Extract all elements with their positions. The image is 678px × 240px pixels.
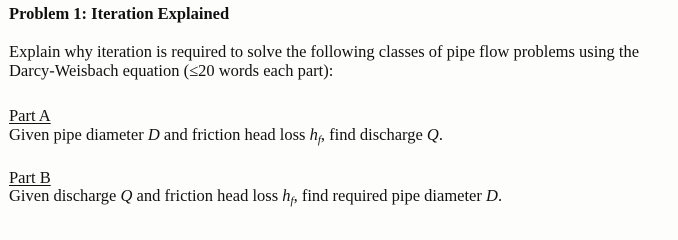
part-a-text-3: , find discharge	[320, 125, 427, 144]
part-a-var-h-subscript: f	[317, 134, 321, 146]
part-b-text	[9, 186, 502, 205]
part-a-text-2: and friction head loss	[159, 125, 310, 144]
part-b-text-4: .	[497, 186, 503, 205]
part-a-heading: Part A	[9, 106, 51, 125]
part-b-var-d: D	[486, 186, 498, 205]
part-b-heading: Part B	[9, 168, 51, 187]
part-b-text-3: , find required pipe diameter	[293, 186, 487, 205]
part-b-var-h: h	[282, 186, 291, 205]
instructions-line-1: Explain why iteration is required to solve the following classes of pipe flow problems using the	[9, 42, 640, 61]
part-a-text	[9, 125, 443, 144]
part-b-text-1: Given discharge	[9, 186, 121, 205]
part-a-text-1: Given pipe diameter	[9, 125, 148, 144]
instructions-line-2: Darcy-Weisbach equation (≤20 words each part):	[9, 61, 334, 80]
problem-title: Problem 1: Iteration Explained	[9, 4, 230, 23]
problem-instructions	[9, 42, 669, 80]
part-b-var-h-subscript: f	[290, 195, 294, 207]
part-a-text-4: .	[438, 125, 443, 144]
part-b-text-2: and friction head loss	[132, 186, 283, 205]
part-a-var-h: h	[309, 125, 318, 144]
part-a-var-q: Q	[426, 125, 439, 144]
part-b-var-q: Q	[120, 186, 133, 205]
part-a-var-d: D	[147, 125, 160, 144]
